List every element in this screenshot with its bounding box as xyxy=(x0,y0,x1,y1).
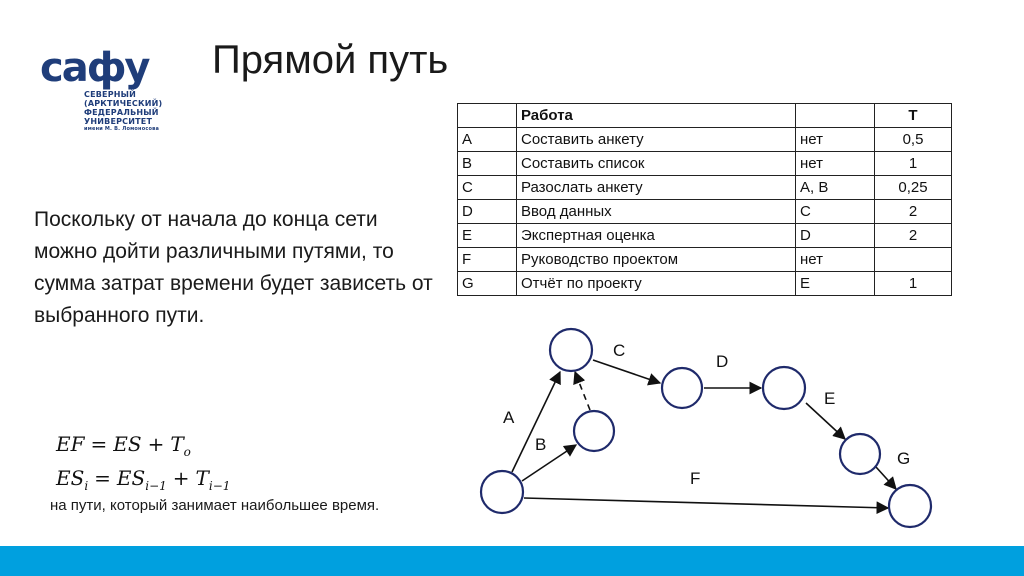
logo-wordmark: сафу xyxy=(40,45,149,91)
bottom-accent-bar xyxy=(0,546,1024,576)
row-id: E xyxy=(458,224,517,248)
formula-ef-lhs: EF xyxy=(56,432,85,456)
edge-label-f: F xyxy=(690,469,701,488)
row-work: Разослать анкету xyxy=(517,176,796,200)
edge-c xyxy=(593,360,660,383)
row-id: G xyxy=(458,272,517,296)
node-start xyxy=(481,471,523,513)
edge-label-g: G xyxy=(897,449,911,468)
edge-label-e: E xyxy=(824,389,836,408)
formula-es-lhs: ES xyxy=(56,466,85,490)
row-id: C xyxy=(458,176,517,200)
row-time: 1 xyxy=(875,272,952,296)
row-time: 0,5 xyxy=(875,128,952,152)
edge-f xyxy=(524,498,888,508)
logo-line-3: ФЕДЕРАЛЬНЫЙ xyxy=(84,108,159,117)
row-work: Ввод данных xyxy=(517,200,796,224)
row-time: 2 xyxy=(875,200,952,224)
row-work: Руководство проектом xyxy=(517,248,796,272)
node-after-e xyxy=(840,434,880,474)
row-id: D xyxy=(458,200,517,224)
row-predecessor: нет xyxy=(796,128,875,152)
row-predecessor: D xyxy=(796,224,875,248)
formula-es-a-sub: i−1 xyxy=(145,479,167,493)
formula-es-plus: + xyxy=(172,466,190,490)
row-predecessor: нет xyxy=(796,248,875,272)
edge-dummy xyxy=(575,372,590,410)
node-after-b xyxy=(574,411,614,451)
edge-e xyxy=(806,403,845,439)
edge-label-d: D xyxy=(716,352,729,371)
row-time: 1 xyxy=(875,152,952,176)
node-after-d xyxy=(763,367,805,409)
row-predecessor: C xyxy=(796,200,875,224)
slide-title: Прямой путь xyxy=(212,38,449,82)
edge-label-c: C xyxy=(613,341,626,360)
row-time: 2 xyxy=(875,224,952,248)
logo-line-1: СЕВЕРНЫЙ xyxy=(84,90,137,99)
edge-a xyxy=(512,372,560,472)
header-work: Работа xyxy=(517,104,796,128)
formula-ef-plus: + xyxy=(147,432,165,456)
logo-line-4: УНИВЕРСИТЕТ xyxy=(84,117,153,126)
logo-line-2: (АРКТИЧЕСКИЙ) xyxy=(84,99,163,108)
formula-ef-t: T xyxy=(170,432,184,456)
note-text: на пути, который занимает наибольшее время. xyxy=(50,497,380,514)
formula-ef-t-sub: o xyxy=(183,445,191,459)
header-time: T xyxy=(875,104,952,128)
formula-es-t-sub: i−1 xyxy=(208,479,231,493)
node-after-c xyxy=(662,368,702,408)
row-id: A xyxy=(458,128,517,152)
edge-g xyxy=(876,467,896,489)
row-predecessor: нет xyxy=(796,152,875,176)
row-id: F xyxy=(458,248,517,272)
edge-label-a: A xyxy=(503,408,515,427)
row-id: B xyxy=(458,152,517,176)
row-work: Отчёт по проекту xyxy=(517,272,796,296)
formula-es-t: T xyxy=(195,466,209,490)
row-work: Составить анкету xyxy=(517,128,796,152)
logo-line-5: имени М. В. Ломоносова xyxy=(84,126,160,132)
edge-b xyxy=(522,445,576,481)
node-end xyxy=(889,485,931,527)
row-time: 0,25 xyxy=(875,176,952,200)
intro-text: Поскольку от начала до конца сети можно дойти различными путями, то сумма затрат времени будет зависеть от выбранного пути. xyxy=(34,208,433,327)
edge-label-b: B xyxy=(535,435,547,454)
formula-es-a: ES xyxy=(116,466,146,490)
formula-es-eq: = xyxy=(94,466,111,490)
node-after-a xyxy=(550,329,592,371)
row-predecessor: A, B xyxy=(796,176,875,200)
formula-ef-es: ES xyxy=(113,432,142,456)
row-predecessor: E xyxy=(796,272,875,296)
row-work: Составить список xyxy=(517,152,796,176)
formula-ef-eq: = xyxy=(90,432,108,456)
formula-es-lhs-sub: i xyxy=(84,479,89,493)
row-work: Экспертная оценка xyxy=(517,224,796,248)
